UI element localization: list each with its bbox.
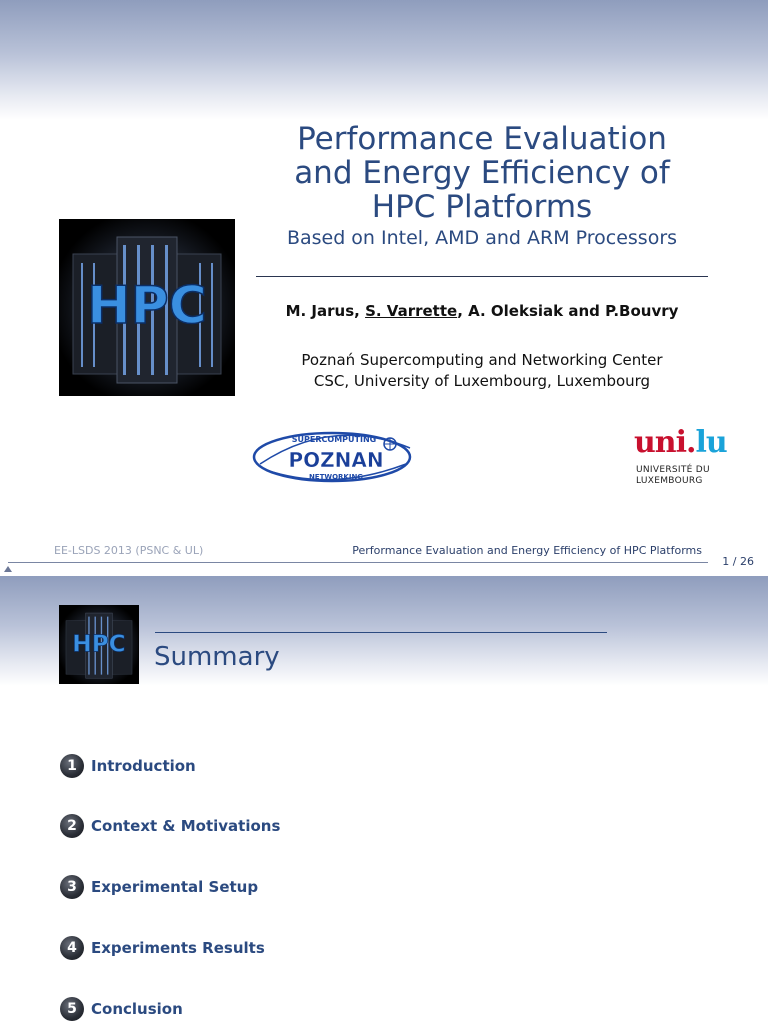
title-rule: [155, 632, 607, 633]
toc-label: Conclusion: [91, 1000, 183, 1018]
uni-name: UNIVERSITÉ DU LUXEMBOURG: [636, 465, 710, 486]
title-line: Performance Evaluation: [297, 121, 667, 157]
slide-subtitle: Based on Intel, AMD and ARM Processors: [286, 227, 678, 249]
footer-rule: [8, 562, 708, 563]
toc-label: Context & Motivations: [91, 817, 281, 835]
svg-text:NETWORKING: NETWORKING: [308, 473, 364, 481]
hpc-server-image: [59, 219, 235, 396]
author-jarus: M. Jarus,: [285, 302, 360, 320]
header-gradient: [0, 0, 768, 120]
section-number-badge: 1: [60, 754, 84, 778]
summary-title: Summary: [154, 642, 280, 672]
toc-item-setup[interactable]: [60, 874, 258, 900]
server-racks-icon: [59, 219, 235, 396]
svg-text:SUPERCOMPUTING: SUPERCOMPUTING: [291, 435, 377, 444]
section-number-badge: 4: [60, 936, 84, 960]
page-number: 1 / 26: [722, 555, 754, 568]
university-luxembourg-logo: [634, 425, 727, 490]
section-number-badge: 3: [60, 875, 84, 899]
toc-label: Experimental Setup: [91, 878, 259, 896]
hpc-thumbnail: [59, 605, 139, 684]
slide-title: [256, 122, 708, 224]
slide-footer: [0, 540, 768, 576]
title-divider: [256, 276, 708, 277]
hpc-image-label: HPC: [72, 630, 126, 658]
institution-psnc: Poznań Supercomputing and Networking Center: [301, 351, 663, 369]
toc-item-conclusion[interactable]: [60, 996, 183, 1022]
toc-item-introduction[interactable]: [60, 753, 196, 779]
section-number-badge: 5: [60, 997, 84, 1021]
uni-lu-wordmark: uni.lu: [634, 425, 727, 460]
poznan-logo: [252, 420, 414, 490]
toc-label: Introduction: [91, 757, 196, 775]
title-line: and Energy Efficiency of: [294, 155, 670, 191]
author-varrette: S. Varrette: [365, 302, 458, 320]
server-racks-icon: [59, 605, 139, 684]
institution-ul: CSC, University of Luxembourg, Luxembourg: [313, 372, 651, 390]
hpc-image-label: HPC: [87, 276, 207, 336]
institutions: [256, 350, 708, 392]
footer-title: Performance Evaluation and Energy Efficiency of HPC Platforms: [352, 544, 702, 557]
toc-label: Experiments Results: [91, 939, 265, 957]
authors: [256, 302, 708, 320]
nav-arrow-icon[interactable]: [4, 566, 12, 572]
section-number-badge: 2: [60, 814, 84, 838]
author-others: , A. Oleksiak and P.Bouvry: [457, 302, 679, 320]
toc-item-results[interactable]: [60, 935, 265, 961]
toc-item-context[interactable]: [60, 813, 280, 839]
footer-event: EE-LSDS 2013 (PSNC & UL): [54, 544, 204, 557]
svg-text:POZNAN: POZNAN: [288, 448, 384, 472]
title-line: HPC Platforms: [371, 189, 593, 225]
